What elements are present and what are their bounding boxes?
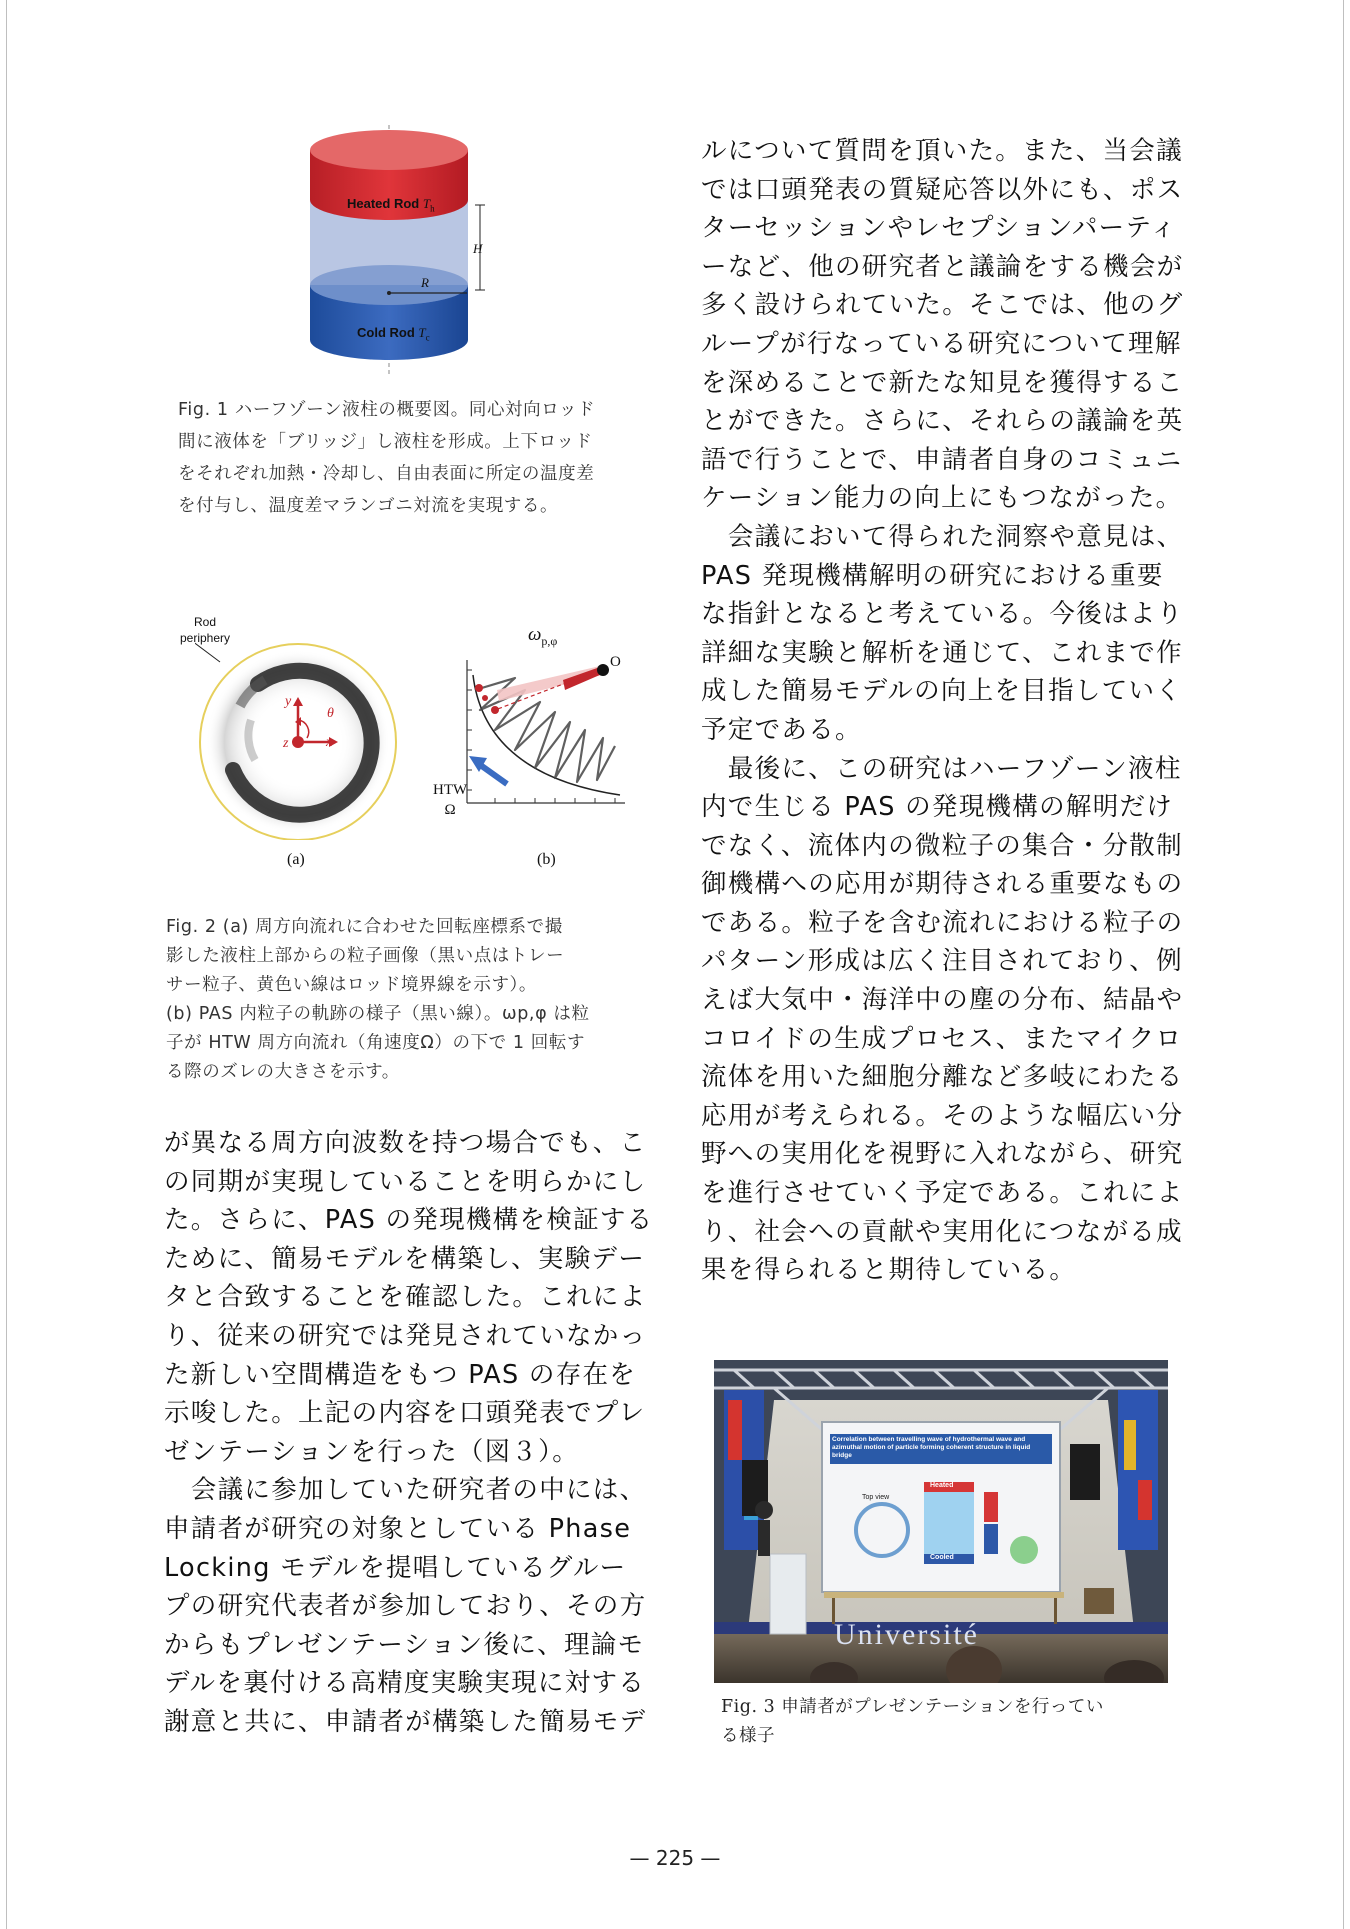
text-line: 会議に参加していた研究者の中には、 <box>164 1475 647 1506</box>
fig1-heated-subscript: h <box>430 203 435 214</box>
fig2-rod-label-line1: Rod <box>193 615 216 629</box>
fig2a-particle-image <box>195 640 405 840</box>
fig2b-htw-label <box>433 780 467 820</box>
fig1-heated-symbol: T <box>422 196 431 211</box>
fig3-photo <box>714 1360 1168 1683</box>
fig1-cold-text: Cold Rod <box>357 325 415 340</box>
fig3-screen-heated: Heated <box>930 1482 954 1489</box>
text-line: り、従来の研究では発見されていなかっ <box>164 1320 647 1351</box>
text-line: 応用が考えられる。そのような幅広い分 <box>701 1100 1184 1131</box>
text-line: ために、簡易モデルを構築し、実験デー <box>164 1243 646 1274</box>
text-line: ーなど、他の研究者と議論をする機会が <box>701 251 1184 282</box>
text-line: デルを裏付ける高精度実験実現に対する <box>164 1668 646 1699</box>
left-column-text <box>164 1124 653 1742</box>
text-line: ゼンテーションを行った（図３）。 <box>164 1436 580 1467</box>
page-left-edge <box>6 0 7 1929</box>
text-line: 御機構への応用が期待される重要なもの <box>701 869 1184 900</box>
caption-line: る際のズレの大きさを示す。 <box>166 1062 400 1082</box>
text-line: 成した簡易モデルの向上を目指していく <box>701 676 1183 707</box>
caption-line: をそれぞれ加熱・冷却し、自由表面に所定の温度差 <box>178 464 595 484</box>
text-line: の同期が実現していることを明らかにし <box>164 1166 647 1197</box>
text-line: り、社会への貢献や実用化につながる成 <box>701 1216 1183 1247</box>
text-line: Locking モデルを提唱しているグルー <box>164 1552 627 1583</box>
text-line: PAS 発現機構解明の研究における重要 <box>701 560 1164 591</box>
text-line: 流体を用いた細胞分離など多岐にわたる <box>701 1062 1184 1093</box>
page-number: — 225 — <box>629 1846 721 1870</box>
fig2-caption <box>166 913 590 1087</box>
fig1-radius-label: R <box>421 275 429 290</box>
text-line: ルについて質問を頂いた。また、当会議 <box>701 136 1183 166</box>
text-line: 最後に、この研究はハーフゾーン液柱 <box>701 753 1182 784</box>
fig1-cold-subscript: c <box>425 332 430 343</box>
fig2b-omega-subscript: p,φ <box>541 633 558 648</box>
text-line: とができた。さらに、それらの議論を英 <box>701 406 1184 437</box>
fig3-stage-text: Université <box>834 1618 979 1651</box>
text-line: えば大気中・海洋中の塵の分布、結晶や <box>701 985 1184 1016</box>
text-line: プの研究代表者が参加しており、その方 <box>164 1591 647 1622</box>
text-line: 語で行うことで、申請者自身のコミュニ <box>701 444 1183 475</box>
caption-line: 間に液体を「ブリッジ」し液柱を形成。上下ロッド <box>178 432 593 452</box>
fig1-cold-symbol: T <box>418 325 426 340</box>
text-line: 示唆した。上記の内容を口頭発表でプレ <box>164 1398 646 1429</box>
caption-line: を付与し、温度差マランゴニ対流を実現する。 <box>178 496 559 516</box>
text-line: な指針となると考えている。今後はより <box>701 599 1184 630</box>
fig2-panel-b-label: (b) <box>537 851 556 868</box>
caption-line: Fig. 3 申請者がプレゼンテーションを行ってい <box>721 1697 1104 1717</box>
text-line: た新しい空間構造をもつ PAS の存在を <box>164 1359 637 1390</box>
fig2b-omega-symbol: ω <box>528 624 542 645</box>
text-line: を深めることで新たな知見を獲得するこ <box>701 367 1184 398</box>
caption-line: サー粒子、黄色い線はロッド境界線を示す）。 <box>166 975 537 995</box>
fig2b-htw-text: HTW <box>433 782 468 798</box>
text-line: が異なる周方向波数を持つ場合でも、こ <box>164 1128 647 1158</box>
fig2a-y-axis-label: y <box>285 694 292 709</box>
fig2-panel-a-label: (a) <box>287 851 305 868</box>
text-line: コロイドの生成プロセス、またマイクロ <box>701 1023 1183 1054</box>
text-line: ターセッションやレセプションパーティ <box>701 213 1178 244</box>
text-line: ケーション能力の向上にもつながった。 <box>701 483 1183 514</box>
fig2b-omega-label <box>528 624 557 649</box>
fig3-screen-cooled: Cooled <box>930 1554 954 1561</box>
text-line: 内で生じる PAS の発現機構の解明だけ <box>701 792 1174 823</box>
fig1-caption <box>178 394 595 522</box>
fig2b-origin-label: O <box>610 654 621 670</box>
right-column-text <box>701 132 1183 1290</box>
fig3-screen-topview: Top view <box>862 1494 890 1501</box>
text-line: ループが行なっている研究について理解 <box>701 328 1182 359</box>
text-line: である。粒子を含む流れにおける粒子の <box>701 907 1184 938</box>
fig2-rod-label-line2: periphery <box>179 631 231 645</box>
fig3-caption <box>721 1693 1104 1751</box>
caption-line: (b) PAS 内粒子の軌跡の様子（黒い線）。ωp,φ は粒 <box>166 1004 590 1024</box>
caption-line: 影した液柱上部からの粒子画像（黒い点はトレー <box>166 946 565 966</box>
text-line: 果を得られると期待している。 <box>701 1255 1077 1286</box>
caption-line: Fig. 1 ハーフゾーン液柱の概要図。同心対向ロッド <box>178 400 596 420</box>
text-line: た。さらに、PAS の発現機構を検証する <box>164 1205 654 1236</box>
fig1-heated-text: Heated Rod <box>347 196 420 211</box>
text-line: 謝意と共に、申請者が構築した簡易モデ <box>164 1706 647 1737</box>
fig2b-omega-capital: Ω <box>444 802 456 818</box>
text-line: 多く設けられていた。そこでは、他のグ <box>701 290 1184 321</box>
text-line: 申請者が研究の対象としている Phase <box>164 1513 632 1544</box>
fig2a-theta-label: θ <box>327 706 334 721</box>
fig2b-trajectory-plot <box>455 650 630 810</box>
caption-line: Fig. 2 (a) 周方向流れに合わせた回転座標系で撮 <box>166 917 563 937</box>
caption-line: る様子 <box>721 1726 775 1746</box>
caption-line: 子が HTW 周方向流れ（角速度Ω）の下で 1 回転す <box>166 1033 586 1053</box>
text-line: を進行させていく予定である。これによ <box>701 1178 1184 1209</box>
text-line: 予定である。 <box>701 714 862 745</box>
fig1-height-label: H <box>473 241 483 256</box>
text-line: では口頭発表の質疑応答以外にも、ポス <box>701 174 1184 205</box>
fig1-heated-label <box>347 196 435 214</box>
fig1-cold-label <box>357 325 430 343</box>
text-line: 野への実用化を視野に入れながら、研究 <box>701 1139 1184 1170</box>
text-line: 詳細な実験と解析を通じて、これまで作 <box>701 637 1183 668</box>
page-right-edge <box>1343 0 1344 1929</box>
text-line: からもプレゼンテーション後に、理論モ <box>164 1629 645 1660</box>
text-line: 会議において得られた洞察や意見は、 <box>701 521 1184 552</box>
fig2a-z-axis-label: z <box>283 736 289 751</box>
text-line: でなく、流体内の微粒子の集合・分散制 <box>701 830 1183 861</box>
fig2a-x-axis-label: x <box>326 735 333 750</box>
text-line: タと合致することを確認した。これによ <box>164 1282 647 1313</box>
fig3-screen-header: Correlation between travelling wave of hydrothermal wave and azimuthal motion of particle forming coherent structure in liquid bridge <box>832 1436 1031 1459</box>
text-line: パターン形成は広く注目されており、例 <box>701 946 1183 977</box>
